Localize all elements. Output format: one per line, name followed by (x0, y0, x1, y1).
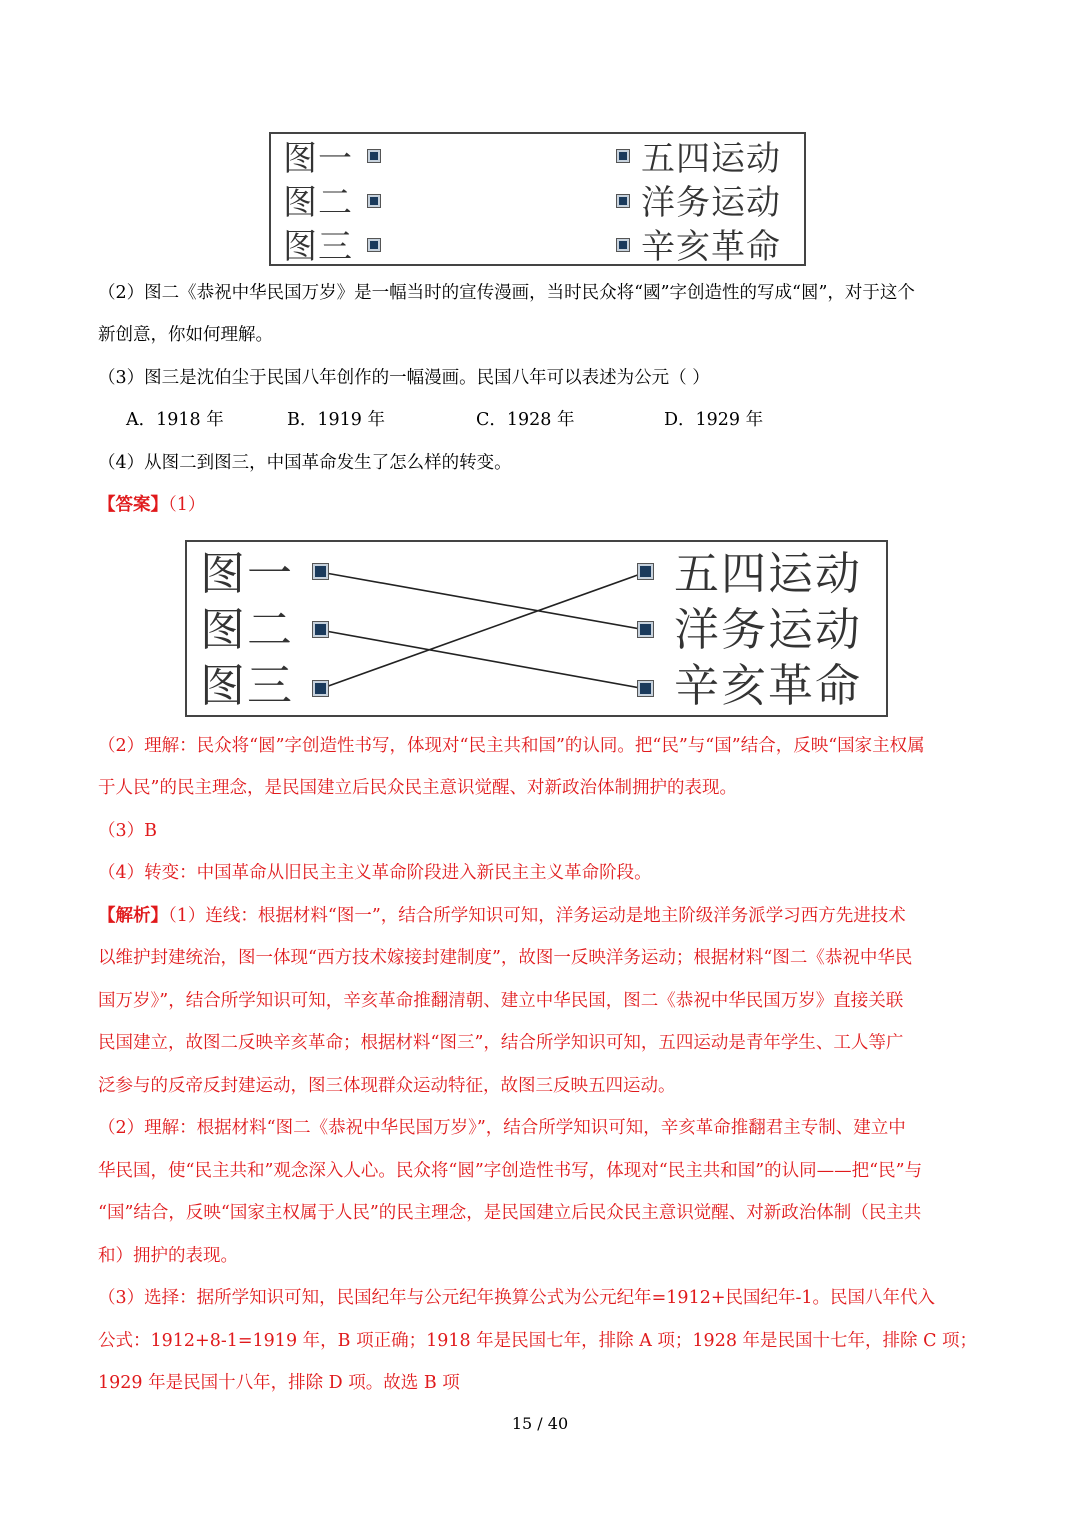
analysis-3-line-3: 1929 年是民国十八年，排除 D 项。故选 B 项 (98, 1373, 460, 1393)
analysis-2-line-2: 华民国，使“民主共和”观念深入人心。民众将“囻”字创造性书写，体现对“民主共和国”的认同——把“民”与 (98, 1161, 923, 1181)
figure-label-1: 图一 (200, 547, 295, 600)
left-connector-dot (368, 195, 380, 207)
event-label-2: 洋务运动 (641, 183, 781, 223)
answer-3: （3）B (98, 821, 157, 841)
figure-label-3: 图三 (283, 227, 353, 267)
left-connector-dot (313, 622, 328, 637)
question-2-line-2: 新创意，你如何理解。 (98, 325, 273, 345)
connection-line-1-2 (320, 572, 646, 630)
answer-tag: 【答案】 (98, 495, 168, 515)
connection-line-3-1 (320, 572, 646, 689)
page-number: 15 / 40 (511, 1414, 569, 1433)
right-connector-dot (617, 150, 629, 162)
left-connector-dot (313, 564, 328, 579)
question-3: （3）图三是沈伯尘于民国八年创作的一幅漫画。民国八年可以表述为公元（ ） (98, 368, 710, 388)
analysis-tag: 【解析】 (98, 906, 168, 926)
figure-label-3: 图三 (200, 659, 295, 712)
option-a: A．1918 年 (126, 410, 224, 430)
answer-2-line-1: （2）理解：民众将“囻”字创造性书写，体现对“民主共和国”的认同。把“民”与“国”结合，反映“国家主权属 (98, 736, 925, 756)
analysis-1-line-5: 泛参与的反帝反封建运动，图三体现群众运动特征，故图三反映五四运动。 (98, 1076, 676, 1096)
left-connector-dot (368, 150, 380, 162)
analysis-1-line-3: 国万岁》”，结合所学知识可知，辛亥革命推翻清朝、建立中华民国，图二《恭祝中华民国万岁》直接关联 (98, 991, 904, 1011)
right-connector-dot (617, 195, 629, 207)
matching-figure-answer (185, 540, 888, 717)
matching-figure-question (269, 132, 806, 266)
analysis-1-line-2: 以维护封建统治，图一体现“西方技术嫁接封建制度”，故图一反映洋务运动；根据材料“图二《恭祝中华民 (98, 948, 913, 968)
right-connector-dot (638, 564, 653, 579)
event-label-1: 五四运动 (674, 547, 863, 600)
analysis-1-line-1 (98, 908, 988, 926)
option-c: C．1928 年 (476, 410, 575, 430)
question-2-line-1: （2）图二《恭祝中华民国万岁》是一幅当时的宣传漫画，当时民众将“國”字创造性的写成“囻”，对于这个 (98, 283, 915, 303)
figure-label-2: 图二 (200, 603, 295, 656)
left-connector-dot (313, 681, 328, 696)
event-label-2: 洋务运动 (674, 603, 863, 656)
analysis-1-line-4: 民国建立，故图二反映辛亥革命；根据材料“图三”，结合所学知识可知，五四运动是青年学生、工人等广 (98, 1033, 904, 1053)
connection-line-2-3 (320, 630, 646, 689)
question-4: （4）从图二到图三，中国革命发生了怎么样的转变。 (98, 453, 512, 473)
analysis-2-line-1: （2）理解：根据材料“图二《恭祝中华民国万岁》”，结合所学知识可知，辛亥革命推翻君主专制、建立中 (98, 1118, 906, 1138)
answer-header (98, 497, 988, 515)
figure-label-2: 图二 (283, 183, 353, 223)
option-b: B．1919 年 (287, 410, 385, 430)
event-label-1: 五四运动 (641, 139, 781, 179)
option-d: D．1929 年 (664, 410, 764, 430)
analysis-3-line-1: （3）选择：据所学知识可知，民国纪年与公元纪年换算公式为公元纪年=1912+民国纪年-1。民国八年代入 (98, 1288, 936, 1308)
right-connector-dot (638, 622, 653, 637)
answer-part-1: （1） (168, 495, 206, 515)
event-label-3: 辛亥革命 (674, 659, 863, 712)
analysis-1-text: （1）连线：根据材料“图一”，结合所学知识可知，洋务运动是地主阶级洋务派学习西方先进技术 (168, 906, 906, 926)
figure-label-1: 图一 (283, 139, 353, 179)
analysis-2-line-4: 和）拥护的表现。 (98, 1246, 238, 1266)
left-connector-dot (368, 239, 380, 251)
right-connector-dot (638, 681, 653, 696)
event-label-3: 辛亥革命 (641, 227, 781, 267)
analysis-3-line-2: 公式：1912+8-1=1919 年，B 项正确；1918 年是民国七年，排除 A 项；1928 年是民国十七年，排除 C 项； (98, 1331, 978, 1351)
answer-4: （4）转变：中国革命从旧民主主义革命阶段进入新民主主义革命阶段。 (98, 863, 652, 883)
answer-2-line-2: 于人民”的民主理念，是民国建立后民众民主意识觉醒、对新政治体制拥护的表现。 (98, 778, 737, 798)
analysis-2-line-3: “国”结合，反映“国家主权属于人民”的民主理念，是民国建立后民众民主意识觉醒、对新政治体制（民主共 (98, 1203, 922, 1223)
right-connector-dot (617, 239, 629, 251)
